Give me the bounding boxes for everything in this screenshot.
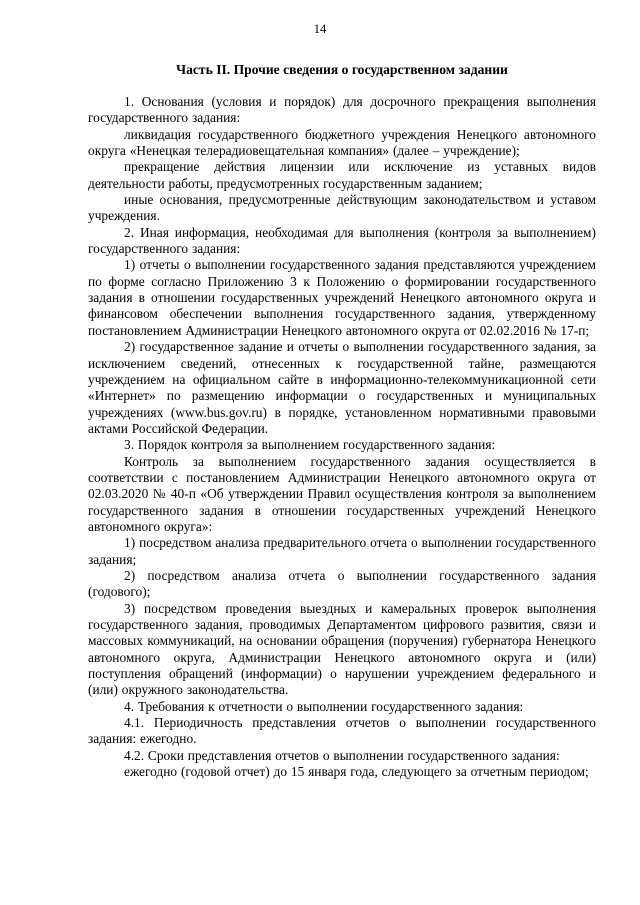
paragraph-reports-form: 1) отчеты о выполнении государственного задания представляются учреждением по форме согласно Приложению 3 к Положению о формировании государственного задания в отношении государственных учреждений Ненецкого автономного округа и финансовом обеспечении выполнения государственного задания, утвержденному постановлением Администрации Ненецкого автономного округа от 02.02.2016 № 17-п; (88, 257, 596, 338)
paragraph-reporting-deadlines: 4.2. Сроки представления отчетов о выполнении государственного задания: (124, 747, 560, 763)
paragraph-other-grounds: иные основания, предусмотренные действующим законодательством и уставом учреждения. (88, 192, 596, 224)
paragraph-reporting-frequency: 4.1. Периодичность представления отчетов о выполнении государственного задания: ежегодно. (88, 715, 596, 747)
paragraph-control-annual: 2) посредством анализа отчета о выполнении государственного задания (годового); (88, 567, 596, 600)
paragraph-publication: 2) государственное задание и отчеты о выполнении государственного задания, за исключением сведений, отнесенных к государственной тайне, размещаются учреждением на официальном сайте в информационно-телекоммуникационной сети «Интернет» по размещению информации о государственных и муниципальных учреждениях (www.bus.gov.ru) в порядке, установленном нормативными правовыми актами Российской Федерации. (88, 339, 596, 436)
paragraph-control-preliminary: 1) посредством анализа предварительного отчета о выполнении государственного задания; (88, 535, 596, 567)
paragraph-other-info-heading: 2. Иная информация, необходимая для выполнения (контроля за выполнением) государственного задания: (88, 224, 596, 257)
paragraph-grounds-heading: 1. Основания (условия и порядок) для досрочного прекращения выполнения государственного задания: (88, 94, 596, 126)
section-title: Часть II. Прочие сведения о государственном задании (176, 62, 508, 77)
paragraph-annual-deadline: ежегодно (годовой отчет) до 15 января года, следующего за отчетным периодом; (124, 764, 589, 780)
paragraph-liquidation: ликвидация государственного бюджетного учреждения Ненецкого автономного округа «Ненецкая телерадиовещательная компания» (далее – учреждение); (88, 126, 596, 159)
paragraph-control-basis: Контроль за выполнением государственного задания осуществляется в соответствии с постановлением Администрации Ненецкого автономного округа от 02.03.2020 № 40-п «Об утверждении Правил осуществления контроля за выполнением государственного задания в отношении государственных учреждений Ненецкого автономного округа»: (88, 453, 596, 534)
page-number: 14 (313, 22, 327, 36)
paragraph-reporting-heading: 4. Требования к отчетности о выполнении государственного задания: (124, 698, 524, 714)
paragraph-control-inspections: 3) посредством проведения выездных и камеральных проверок выполнения государственного задания, проводимых Департаментом цифрового развития, связи и массовых коммуникаций, на основании обращения (поручения) губернатора Ненецкого автономного округа, Администрации Ненецкого автономного округа и (или) поступления обращений (информации) о нарушении учреждением федерального и (или) окружного законодательства. (88, 600, 596, 698)
document-body (88, 94, 596, 780)
paragraph-control-heading: 3. Порядок контроля за выполнением государственного задания: (124, 437, 496, 453)
paragraph-license-termination: прекращение действия лицензии или исключение из уставных видов деятельности работы, предусмотренных государственным заданием; (88, 159, 596, 191)
